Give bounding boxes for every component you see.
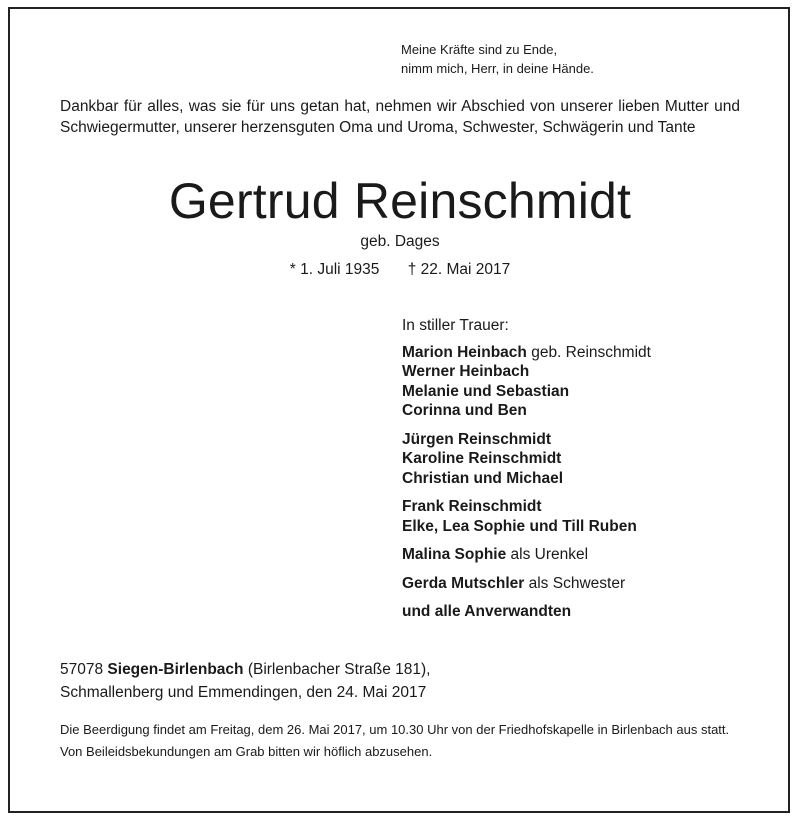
verse [401,40,594,78]
town: Siegen-Birlenbach [107,661,244,678]
mourner-suffix: als Schwester [524,574,626,592]
address-line-2: Schmallenberg und Emmendingen, den 24. Mai 2017 [60,684,427,701]
mourner-entry [402,343,651,363]
mourner-name: Frank Reinschmidt [402,498,542,515]
mourners-heading: In stiller Trauer: [402,317,509,334]
mourners-closing: und alle Anverwandten [402,603,572,620]
postcode: 57078 [60,661,108,678]
mourner-name: Gerda Mutschler [402,574,525,592]
mourner-group-5 [402,574,651,594]
mourner-name: Elke, Lea Sophie und Till Ruben [402,517,637,535]
mourner-name: Karoline Reinschmidt [402,450,562,467]
life-dates [0,260,800,280]
mourner-name: Melanie und Sebastian [402,382,570,400]
birth-date: * 1. Juli 1935 [289,261,380,278]
mourner-group-2 [402,430,651,489]
mourner-entry [402,401,651,421]
mourner-entry [402,517,651,537]
street: (Birlenbacher Straße 181), [243,661,431,678]
verse-line-1: Meine Kräfte sind zu Ende, [401,42,558,57]
mourner-suffix: geb. Reinschmidt [526,343,651,361]
mourner-suffix: als Urenkel [506,546,589,563]
funeral-info: Die Beerdigung findet am Freitag, dem 26. Mai 2017, um 10.30 Uhr von der Friedhofskapelle in Birlenbach aus statt. [60,722,730,737]
verse-line-2: nimm mich, Herr, in deine Hände. [401,61,594,76]
mourner-name: Christian und Michael [402,469,564,487]
mourner-name: Marion Heinbach [402,343,527,361]
address-line-1 [60,658,430,681]
mourner-name: Werner Heinbach [402,363,530,380]
mourner-entry [402,469,651,489]
mourner-group-1 [402,343,651,421]
deceased-name: Gertrud Reinschmidt [168,173,632,229]
mourners-list [402,316,651,622]
mourner-group-3 [402,497,651,536]
mourner-group-4 [402,545,651,565]
condolence-note: Von Beileidsbekundungen am Grab bitten wir höflich abzusehen. [60,744,433,759]
mourner-entry [402,430,651,450]
mourner-name: Jürgen Reinschmidt [402,430,551,448]
mourner-name: Malina Sophie [402,546,507,563]
mourner-name: Corinna und Ben [402,402,527,419]
mourner-entry [402,574,651,594]
mourner-entry [402,545,651,565]
mourner-entry [402,497,651,517]
mourner-entry [402,382,651,402]
address-block [60,658,430,704]
birth-name: geb. Dages [360,233,440,250]
death-date: † 22. Mai 2017 [407,261,511,278]
funeral-notice [60,721,740,761]
mourner-entry [402,449,651,469]
mourner-entry [402,362,651,382]
intro-text: Dankbar für alles, was sie für uns getan hat, nehmen wir Abschied von unserer lieben Mutter und Schwiegermutter, unserer herzensguten Oma und Uroma, Schwester, Schwägerin und Tante [60,98,740,136]
